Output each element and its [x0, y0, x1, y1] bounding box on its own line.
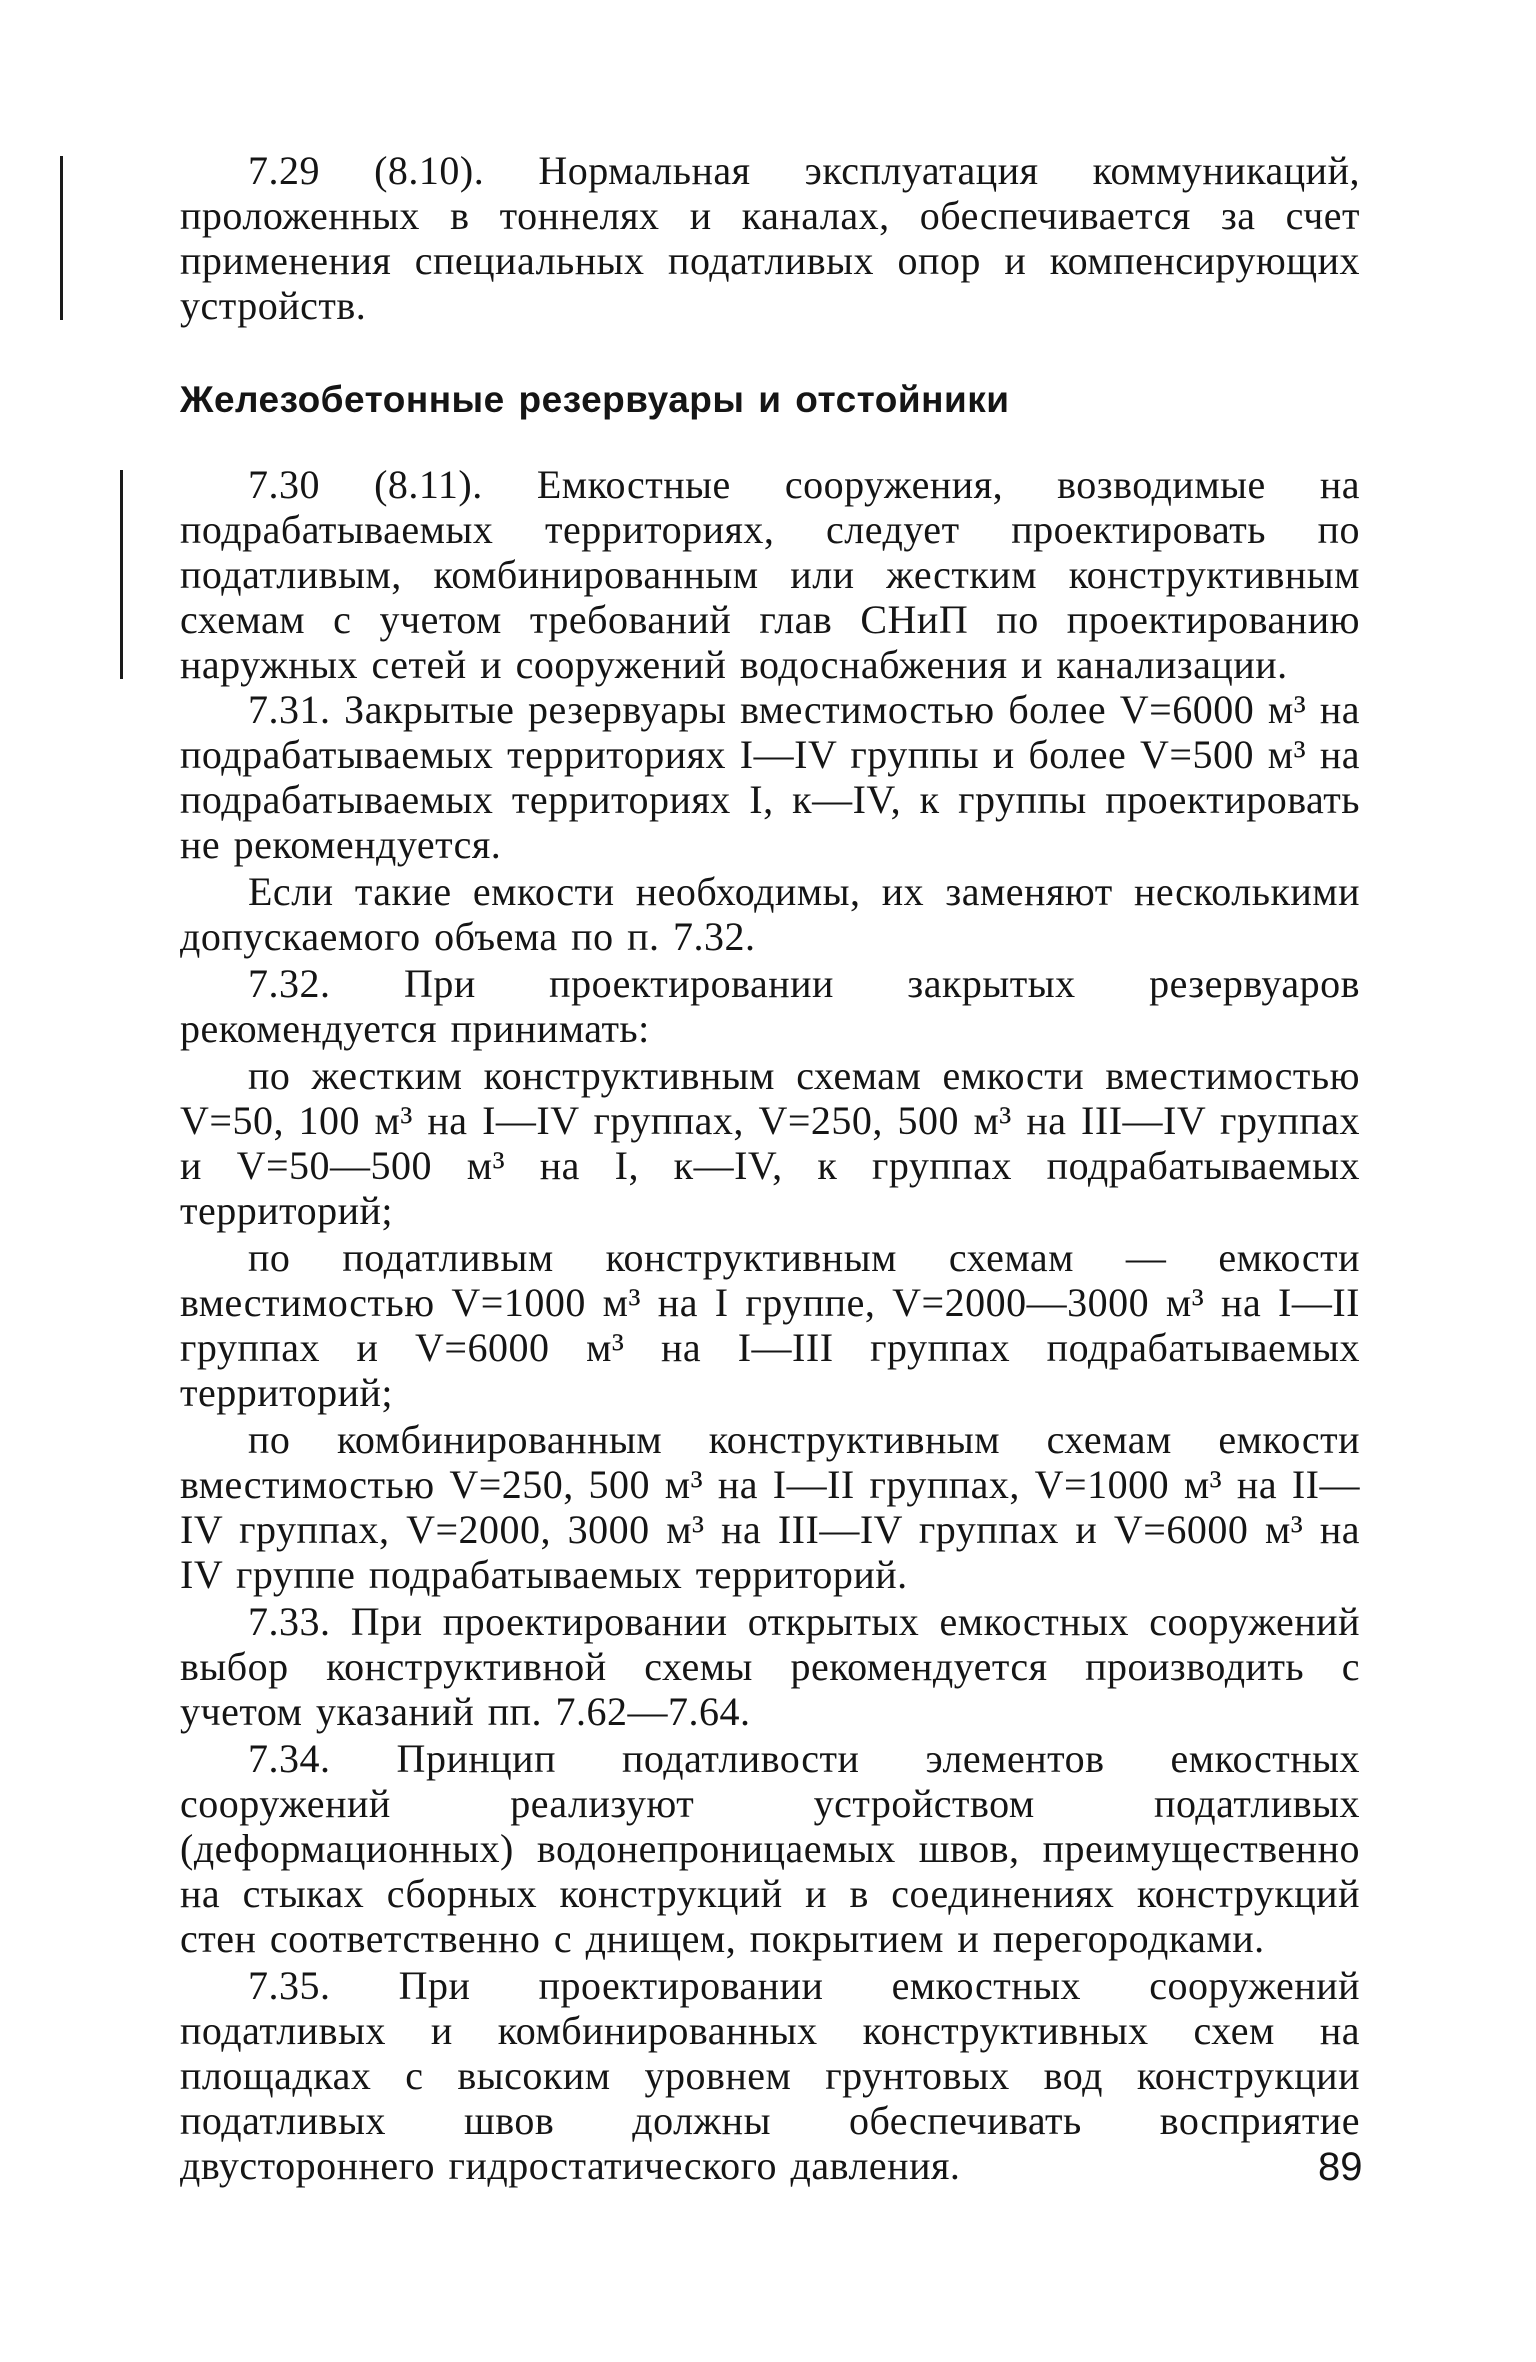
paragraph-7-32: 7.32. При проектировании закрытых резервуаров рекомендуется принимать: — [180, 961, 1360, 1051]
paragraph-7-31-note: Если такие емкости необходимы, их заменяют несколькими допускаемого объема по п. 7.32. — [180, 869, 1360, 959]
paragraph-7-35: 7.35. При проектировании емкостных сооружений податливых и комбинированных конструктивных схем на площадках с высоким уровнем грунтовых вод конструкции податливых швов должны обеспечивать восприятие двустороннего гидростатического давления. — [180, 1963, 1360, 2188]
page-body — [180, 148, 1360, 2188]
page-number: 89 — [1318, 2145, 1363, 2189]
revision-marked-block-7-30 — [130, 462, 1360, 687]
revision-marked-block-7-29 — [70, 148, 1360, 328]
paragraph-7-34: 7.34. Принцип податливости элементов емкостных сооружений реализуют устройством податливых (деформационных) водонепроницаемых швов, преимущественно на стыках сборных конструкций и в соединениях конструкций стен соответственно с днищем, покрытием и перегородками. — [180, 1736, 1360, 1961]
paragraph-7-31: 7.31. Закрытые резервуары вместимостью более V=6000 м³ на подрабатываемых территориях I—IV группы и более V=500 м³ на подрабатываемых территориях I, к—IV, к группы проектировать не рекомендуется. — [180, 687, 1360, 867]
section-heading: Железобетонные резервуары и отстойники — [180, 379, 1010, 420]
paragraph-7-32-flexible: по податливым конструктивным схемам — емкости вместимостью V=1000 м³ на I группе, V=2000—3000 м³ на I—II группах и V=6000 м³ на I—III группах подрабатываемых территорий; — [180, 1235, 1360, 1415]
paragraph-7-33: 7.33. При проектировании открытых емкостных сооружений выбор конструктивной схемы рекомендуется производить с учетом указаний пп. 7.62—7.64. — [180, 1599, 1360, 1734]
paragraph-7-32-rigid: по жестким конструктивным схемам емкости вместимостью V=50, 100 м³ на I—IV группах, V=250, 500 м³ на III—IV группах и V=50—500 м³ на I, к—IV, к группах подрабатываемых территорий; — [180, 1053, 1360, 1233]
paragraph-7-29: 7.29 (8.10). Нормальная эксплуатация коммуникаций, проложенных в тоннелях и каналах, обеспечивается за счет применения специальных податливых опор и компенсирующих устройств. — [180, 148, 1360, 328]
paragraph-7-30: 7.30 (8.11). Емкостные сооружения, возводимые на подрабатываемых территориях, следует проектировать по податливым, комбинированным или жестким конструктивным схемам с учетом требований глав СНиП по проектированию наружных сетей и сооружений водоснабжения и канализации. — [180, 462, 1360, 687]
paragraph-7-32-combined: по комбинированным конструктивным схемам емкости вместимостью V=250, 500 м³ на I—II группах, V=1000 м³ на II—IV группах, V=2000, 3000 м³ на III—IV группах и V=6000 м³ на IV группе подрабатываемых территорий. — [180, 1417, 1360, 1597]
